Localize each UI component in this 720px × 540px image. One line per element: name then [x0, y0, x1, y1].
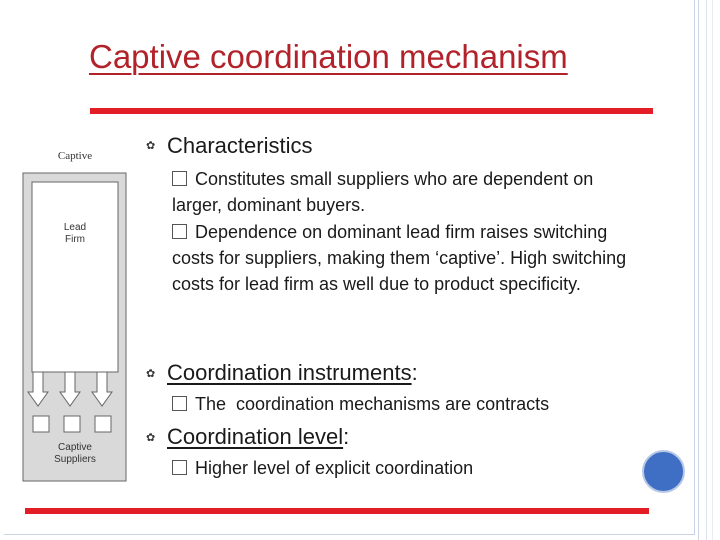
bullet-icon: ✿ — [146, 432, 156, 444]
title-rule — [90, 108, 653, 114]
captive-suppliers-label: Captive Suppliers — [54, 442, 96, 465]
bullet-icon: ✿ — [146, 368, 156, 380]
sub-bullet: Dependence on dominant lead firm raises switching costs for suppliers, making them ‘captive’. High switching costs for lead firm as well due to product specificity. — [172, 222, 627, 294]
sub-bullet: Higher level of explicit coordination — [172, 455, 632, 481]
bullet-characteristics: Characteristics — [167, 133, 313, 158]
frame-line — [712, 0, 713, 540]
sub-bullet: Constitutes small suppliers who are dependent on larger, dominant buyers. — [172, 169, 594, 215]
bottom-rule — [25, 508, 649, 514]
captive-diagram — [22, 140, 128, 482]
diagram-header: Captive — [57, 150, 93, 162]
slide-title: Captive coordination mechanism — [89, 38, 568, 75]
decorative-circle — [642, 450, 685, 493]
frame-line — [706, 0, 707, 540]
bullet-coordination-instruments: Coordination instruments: — [167, 360, 418, 385]
sub-bullet: The coordination mechanisms are contracts — [172, 391, 632, 417]
checkbox-icon — [172, 460, 187, 475]
checkbox-icon — [172, 396, 187, 411]
checkbox-icon — [172, 171, 187, 186]
lead-firm-label: Lead Firm — [63, 222, 87, 245]
checkbox-icon — [172, 224, 187, 239]
bullet-coordination-level: Coordination level: — [167, 424, 350, 449]
captive-diagram-graphic — [22, 140, 128, 482]
frame-line — [698, 0, 699, 540]
bullet-icon: ✿ — [146, 140, 156, 152]
